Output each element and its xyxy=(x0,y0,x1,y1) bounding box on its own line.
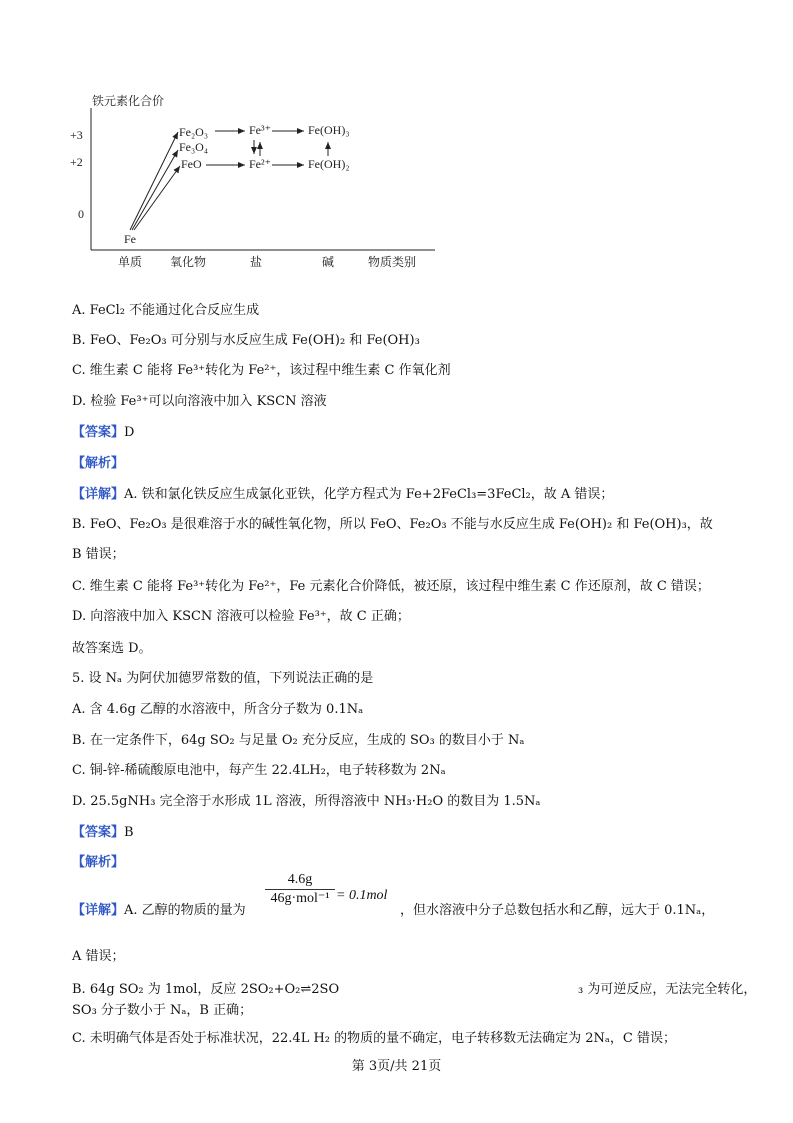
answer-label: 【答案】 xyxy=(72,425,125,440)
q5-answer xyxy=(72,824,134,842)
q4-option-c: C. 维生素 C 能将 Fe³⁺转化为 Fe²⁺，该过程中维生素 C 作氧化剂 xyxy=(72,363,451,378)
q5-detail-a-pre: A. 乙醇的物质的量为 xyxy=(124,903,246,918)
answer-label: 【答案】 xyxy=(72,825,125,840)
x-cat-salt: 盐 xyxy=(250,255,263,269)
fraction-result: = 0.1mol xyxy=(336,888,388,903)
answer-value: D xyxy=(124,425,135,440)
fraction-denominator: 46g·mol⁻¹ xyxy=(270,891,330,906)
q5-option-a: A. 含 4.6g 乙醇的水溶液中，所含分子数为 0.1Nₐ xyxy=(72,702,364,717)
q5-option-d: D. 25.5gNH₃ 完全溶于水形成 1L 溶液，所得溶液中 NH₃·H₂O 的数目为 1.5Nₐ xyxy=(72,794,541,809)
q4-answer xyxy=(72,424,134,442)
q5-option-c: C. 铜-锌-稀硫酸原电池中，每产生 22.4LH₂，电子转移数为 2Nₐ xyxy=(72,763,446,778)
page-footer: 第 3页/共 21页 xyxy=(351,1059,442,1074)
analysis-label: 【解析】 xyxy=(72,855,125,870)
q5-detail-b2: SO₃ 分子数小于 Nₐ，B 正确； xyxy=(72,1003,253,1018)
species-feoh2: Fe(OH)₂ xyxy=(308,157,350,171)
q5-detail-b1-tail: ₃ 为可逆反应，无法完全转化， xyxy=(578,982,757,997)
iron-valence-diagram xyxy=(60,88,460,278)
q5-detail-a-end: A 错误； xyxy=(72,949,125,964)
answer-value: B xyxy=(124,825,134,840)
x-axis-label: 物质类别 xyxy=(368,255,417,269)
y-axis-title: 铁元素化合价 xyxy=(92,94,165,108)
q4-detail-b-cont: B 错误； xyxy=(72,547,125,562)
q5-stem: 5. 设 Nₐ 为阿伏加德罗常数的值，下列说法正确的是 xyxy=(72,671,374,686)
fraction-numerator: 4.6g xyxy=(265,872,335,890)
q4-option-a: A. FeCl₂ 不能通过化合反应生成 xyxy=(72,303,260,318)
species-fe2o3: Fe₂O₃ xyxy=(179,125,209,139)
q5-option-b: B. 在一定条件下，64g SO₂ 与足量 O₂ 充分反应，生成的 SO₃ 的数目小于 Nₐ xyxy=(72,733,525,748)
q4-detail-a-text: A. 铁和氯化铁反应生成氯化亚铁，化学方程式为 Fe+2FeCl₃=3FeCl₂，故 A 错误； xyxy=(124,487,614,502)
arrow-fe-to-fe3o4 xyxy=(132,150,178,230)
q4-detail-a xyxy=(72,486,613,504)
x-cat-element: 单质 xyxy=(118,255,143,269)
q5-detail-c: C. 未明确气体是否处于标准状况，22.4L H₂ 的物质的量不确定，电子转移数无法确定为 2Nₐ，C 错误； xyxy=(72,1031,677,1046)
y-tick-plus2: +2 xyxy=(70,155,83,169)
q4-option-b: B. FeO、Fe₂O₃ 可分别与水反应生成 Fe(OH)₂ 和 Fe(OH)₃ xyxy=(72,333,420,348)
species-fe2plus: Fe²⁺ xyxy=(249,157,271,171)
y-tick-plus3: +3 xyxy=(70,128,83,142)
species-fe: Fe xyxy=(124,232,136,246)
q5-detail-a-post: ，但水溶液中分子总数包括水和乙醇，远大于 0.1Nₐ， xyxy=(400,903,715,918)
q4-option-d: D. 检验 Fe³⁺可以向溶液中加入 KSCN 溶液 xyxy=(72,394,327,409)
q4-detail-b: B. FeO、Fe₂O₃ 是很难溶于水的碱性氧化物，所以 FeO、Fe₂O₃ 不能与水反应生成 Fe(OH)₂ 和 Fe(OH)₃，故 xyxy=(72,517,713,532)
species-fe3o4: Fe₃O₄ xyxy=(179,140,209,154)
q4-conclusion: 故答案选 D。 xyxy=(72,641,152,656)
species-fe3plus: Fe³⁺ xyxy=(249,123,271,137)
q4-detail-d: D. 向溶液中加入 KSCN 溶液可以检验 Fe³⁺，故 C 正确； xyxy=(72,609,410,624)
species-feoh3: Fe(OH)₃ xyxy=(308,123,350,137)
analysis-label: 【解析】 xyxy=(72,456,125,471)
species-feo: FeO xyxy=(181,157,202,171)
x-cat-oxide: 氧化物 xyxy=(170,255,207,269)
detail-label: 【详解】 xyxy=(72,903,125,918)
y-tick-zero: 0 xyxy=(78,207,84,221)
q5-detail-b1: B. 64g SO₂ 为 1mol，反应 2SO₂+O₂⇌2SO xyxy=(72,982,340,997)
q5-detail-a xyxy=(72,902,246,920)
fraction xyxy=(265,872,335,907)
q4-detail-c: C. 维生素 C 能将 Fe³⁺转化为 Fe²⁺，Fe 元素化合价降低，被还原，该过程中维生素 C 作还原剂，故 C 错误； xyxy=(72,579,710,594)
q5-analysis xyxy=(72,854,124,872)
detail-label: 【详解】 xyxy=(72,487,125,502)
arrow-fe-to-fe2o3 xyxy=(130,132,178,230)
q4-analysis xyxy=(72,455,124,473)
x-cat-base: 碱 xyxy=(322,255,335,269)
